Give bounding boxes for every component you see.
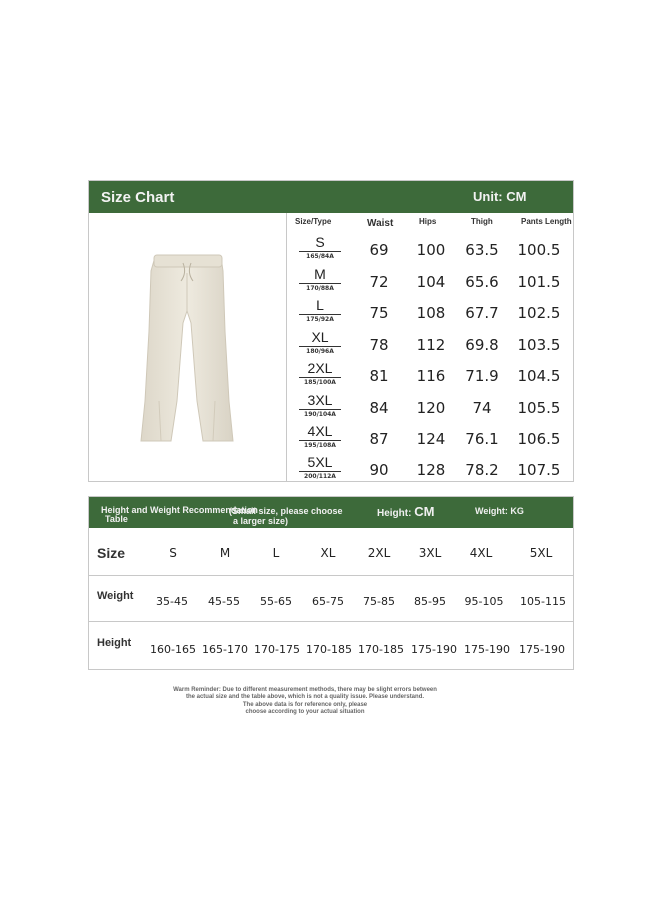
thigh-value: 71.9 <box>465 367 499 385</box>
warm-reminder <box>120 687 490 701</box>
thigh-value: 78.2 <box>465 461 499 479</box>
size-row <box>287 422 575 453</box>
height-row-label: Height <box>97 637 132 649</box>
size-row <box>287 328 575 359</box>
size-col: S <box>169 546 177 560</box>
weight-unit-label: Weight: KG <box>475 506 524 516</box>
length-value: 106.5 <box>517 430 561 448</box>
pants-image <box>137 251 237 449</box>
height-value: 175-190 <box>411 643 457 656</box>
weight-value: 35-45 <box>156 595 188 608</box>
height-weight-title-line2: Table <box>105 514 128 524</box>
size-row <box>287 233 575 264</box>
size-col: M <box>219 546 231 560</box>
length-value: 103.5 <box>517 335 561 354</box>
waist-value: 84 <box>369 398 389 417</box>
weight-value: 105-115 <box>520 595 566 608</box>
size-type: 170/88A <box>306 284 334 292</box>
size-label: 3XL <box>299 393 341 410</box>
size-col: 5XL <box>529 546 553 560</box>
weight-value: 75-85 <box>363 595 395 608</box>
length-value: 104.5 <box>517 367 561 385</box>
length-value: 100.5 <box>517 241 561 259</box>
waist-value: 87 <box>369 430 389 448</box>
reference-note <box>190 702 420 716</box>
small-size-note <box>229 506 369 526</box>
col-hips: Hips <box>419 217 437 226</box>
weight-value: 95-105 <box>464 595 504 608</box>
hips-value: 120 <box>416 398 446 417</box>
waist-value: 72 <box>369 272 389 291</box>
size-type: 175/92A <box>306 316 334 323</box>
thigh-value: 65.6 <box>465 272 499 291</box>
size-label: 5XL <box>299 455 341 472</box>
size-row <box>287 265 575 296</box>
product-image-box <box>89 213 287 481</box>
height-row <box>89 622 573 669</box>
col-size-type: Size/Type <box>295 217 332 226</box>
size-type: 180/96A <box>306 347 334 355</box>
height-value: 165-170 <box>202 643 248 656</box>
size-type: 190/104A <box>304 410 336 418</box>
weight-value: 55-65 <box>260 595 292 608</box>
waist-value: 75 <box>369 304 389 322</box>
waist-value: 78 <box>369 335 389 354</box>
length-value: 107.5 <box>517 461 561 479</box>
hips-value: 112 <box>416 335 446 354</box>
size-chart-header <box>89 181 573 213</box>
size-type: 185/100A <box>304 379 336 386</box>
hips-value: 104 <box>416 272 446 291</box>
height-unit-text: Height: <box>377 508 412 519</box>
size-col: 2XL <box>367 546 391 560</box>
thigh-value: 74 <box>472 398 492 417</box>
size-row <box>287 359 575 390</box>
size-col: L <box>272 546 280 560</box>
hips-value: 128 <box>416 461 446 479</box>
size-label: XL <box>299 330 341 347</box>
length-value: 101.5 <box>517 272 561 291</box>
size-header-row <box>89 528 573 576</box>
height-weight-panel <box>88 496 574 670</box>
height-value: 170-175 <box>254 643 300 656</box>
weight-value: 45-55 <box>208 595 240 608</box>
height-value: 160-165 <box>150 643 196 656</box>
size-chart-unit: Unit: CM <box>473 189 527 204</box>
hips-value: 108 <box>416 304 446 322</box>
thigh-value: 76.1 <box>465 430 499 448</box>
size-row <box>287 391 575 422</box>
size-type: 165/84A <box>306 253 334 260</box>
length-value: 105.5 <box>517 398 561 417</box>
thigh-value: 63.5 <box>465 241 499 259</box>
hips-value: 116 <box>416 367 446 385</box>
small-size-note-line1: (Small size, please choose <box>229 506 343 516</box>
hips-value: 100 <box>416 241 446 259</box>
height-value: 175-190 <box>519 643 565 656</box>
col-waist: Waist <box>367 218 394 229</box>
length-value: 102.5 <box>517 304 561 322</box>
size-label: M <box>299 267 341 284</box>
size-col: XL <box>320 546 336 560</box>
height-weight-title-line1: Height and Weight Recommendation <box>101 505 258 515</box>
warm-reminder-line2: the actual size and the table above, which is not a quality issue. Please understand. <box>185 694 425 700</box>
height-value: 170-185 <box>358 643 404 656</box>
size-chart-panel <box>88 180 574 482</box>
size-col: 4XL <box>469 546 493 560</box>
size-row-label: Size <box>97 545 126 561</box>
size-col: 3XL <box>418 546 442 560</box>
size-label: L <box>299 298 341 315</box>
weight-value: 85-95 <box>414 595 446 608</box>
size-label: 2XL <box>299 361 341 378</box>
size-type: 200/112A <box>304 473 336 480</box>
size-label: 4XL <box>299 424 341 441</box>
size-row <box>287 453 575 484</box>
weight-row-label: Weight <box>97 590 134 602</box>
thigh-value: 67.7 <box>465 304 499 322</box>
height-unit-value: CM <box>414 504 435 519</box>
warm-reminder-line1: Warm Reminder: Due to different measurement methods, there may be slight errors between <box>173 687 437 693</box>
height-value: 170-185 <box>306 643 352 656</box>
weight-value: 65-75 <box>312 595 344 608</box>
height-value: 175-190 <box>464 643 510 656</box>
height-unit-label <box>377 504 434 519</box>
size-chart-title: Size Chart <box>101 189 175 206</box>
col-thigh: Thigh <box>471 217 493 226</box>
hips-value: 124 <box>416 430 446 448</box>
size-type: 195/108A <box>304 442 336 449</box>
reference-note-line1: The above data is for reference only, please <box>242 702 368 708</box>
reference-note-line2: choose according to your actual situation <box>245 709 365 715</box>
size-label: S <box>299 235 341 252</box>
size-row <box>287 296 575 327</box>
small-size-note-line2: a larger size) <box>233 516 289 526</box>
waist-value: 81 <box>369 367 389 385</box>
col-pants-length: Pants Length <box>521 217 572 226</box>
thigh-value: 69.8 <box>465 335 499 354</box>
weight-row <box>89 576 573 622</box>
waist-value: 90 <box>369 461 389 479</box>
height-weight-header <box>89 497 573 528</box>
waist-value: 69 <box>369 241 389 259</box>
